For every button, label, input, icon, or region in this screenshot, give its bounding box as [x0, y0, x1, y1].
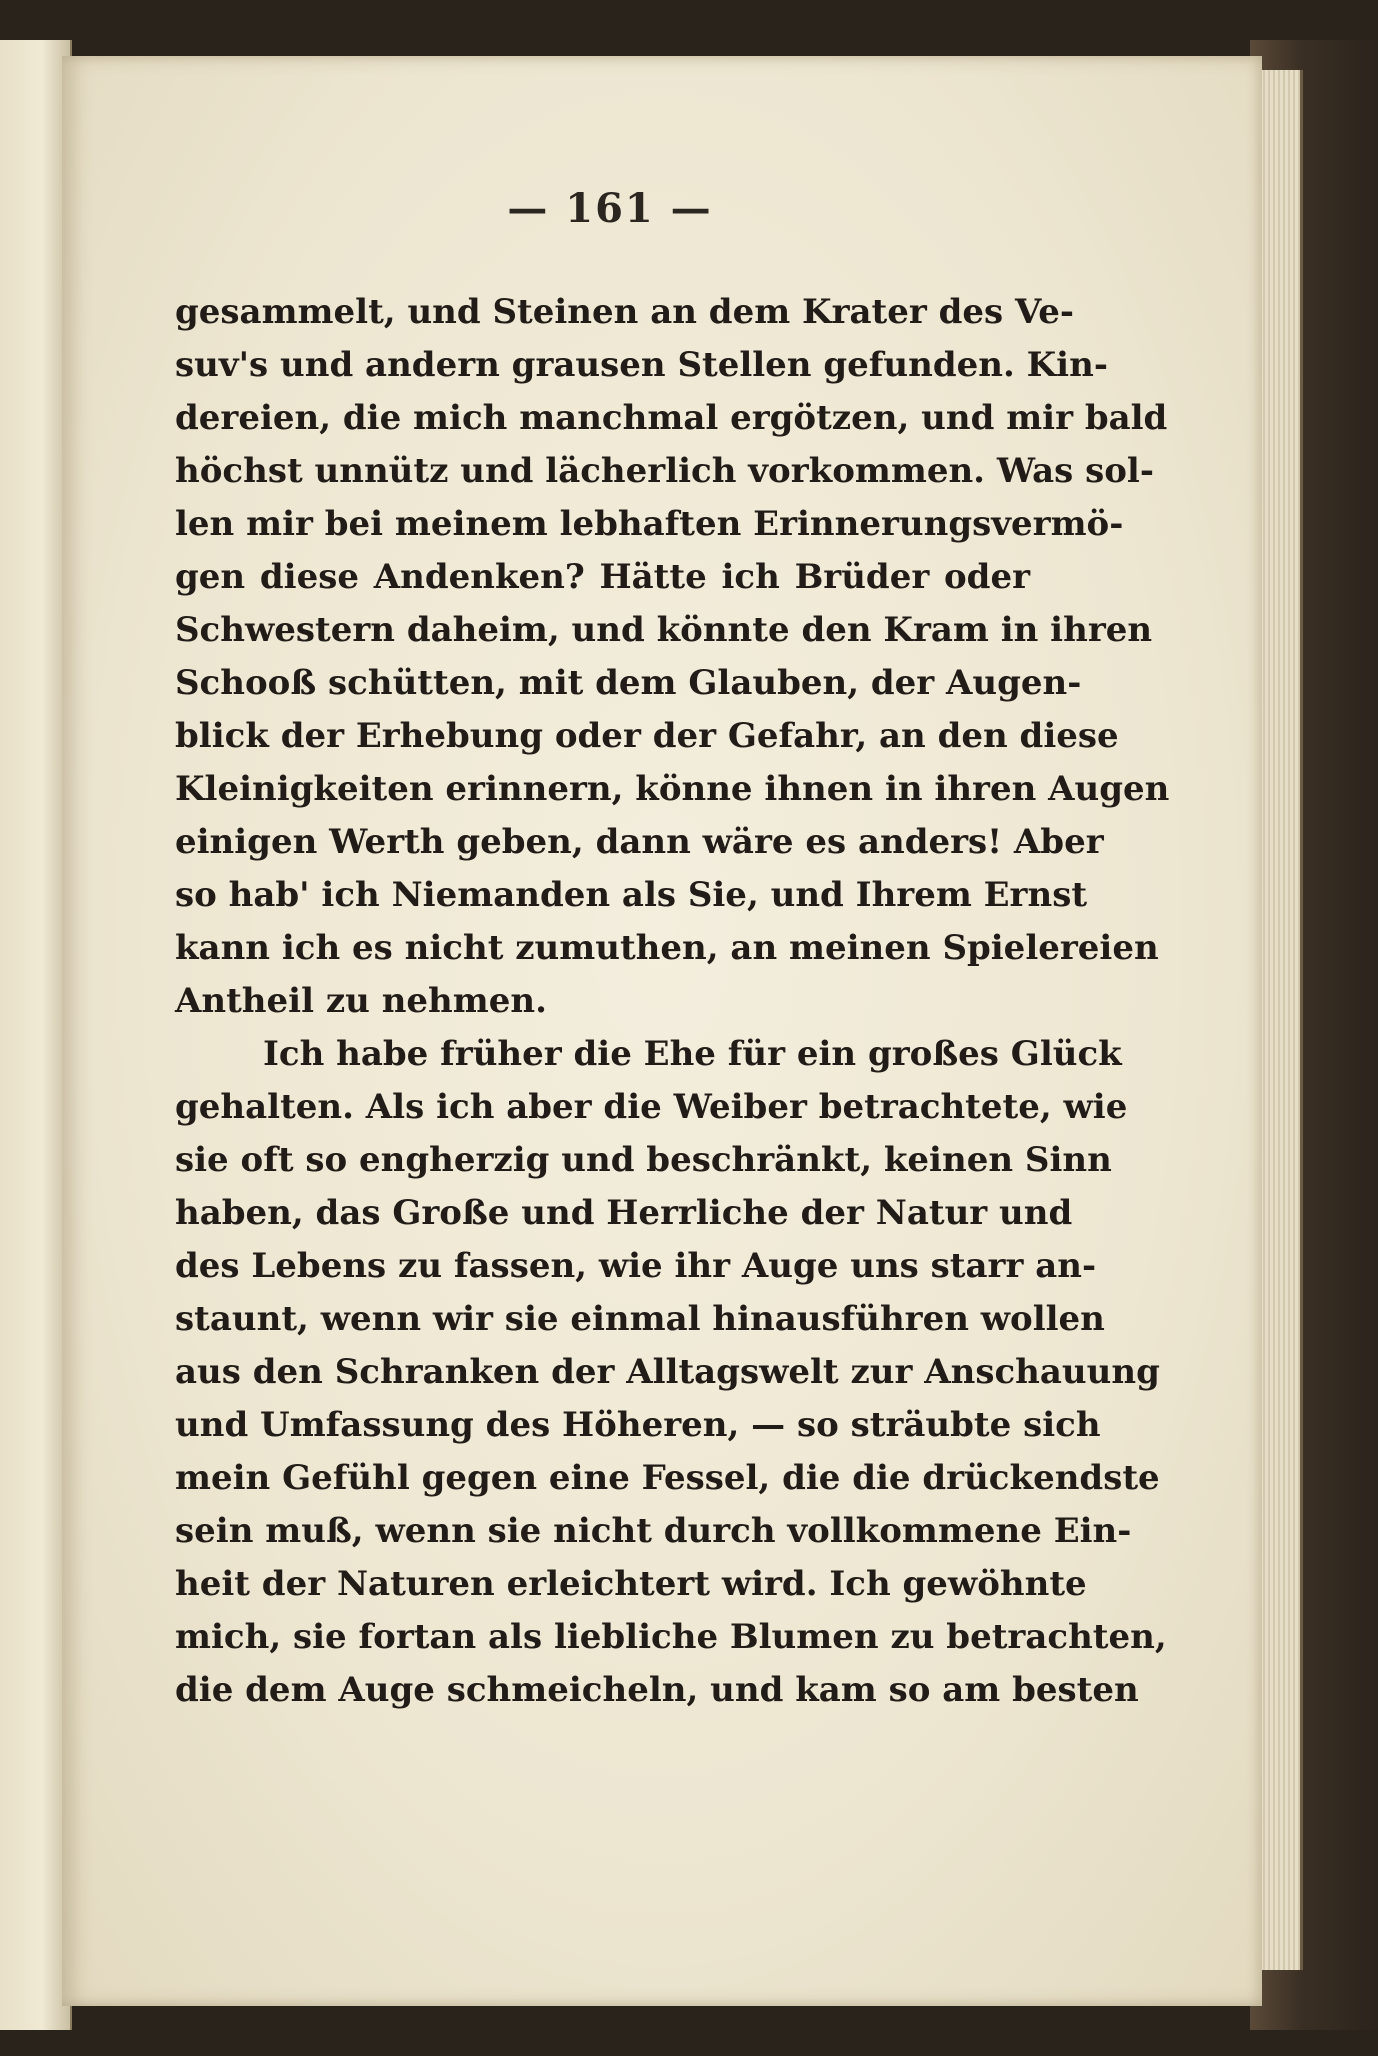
- text-line: Kleinigkeiten erinnern, könne ihnen in ihren Augen: [175, 769, 1170, 809]
- text-line: sein muß, wenn sie nicht durch vollkommene Ein-: [175, 1511, 1132, 1551]
- text-line: Schwestern daheim, und könnte den Kram in ihren: [175, 610, 1153, 650]
- page-number: — 161 —: [507, 185, 713, 232]
- text-line: so hab' ich Niemanden als Sie, und Ihrem Ernst: [175, 875, 1088, 915]
- text-line: sie oft so engherzig und beschränkt, keinen Sinn: [175, 1140, 1112, 1180]
- text-line: Ich habe früher die Ehe für ein großes Glück: [263, 1034, 1122, 1074]
- text-line: suv's und andern grausen Stellen gefunden. Kin-: [175, 345, 1108, 385]
- text-line: heit der Naturen erleichtert wird. Ich gewöhnte: [175, 1564, 1087, 1604]
- text-line: gen diese Andenken? Hätte ich Brüder oder: [175, 557, 1030, 597]
- paragraph-1: [175, 286, 1170, 1028]
- body-text: [175, 286, 1170, 1717]
- text-line: kann ich es nicht zumuthen, an meinen Spielereien: [175, 928, 1159, 968]
- text-line: gesammelt, und Steinen an dem Krater des Ve-: [175, 292, 1074, 332]
- text-line: staunt, wenn wir sie einmal hinausführen wollen: [175, 1299, 1105, 1339]
- text-line: höchst unnütz und lächerlich vorkommen. Was sol-: [175, 451, 1154, 491]
- text-line: und Umfassung des Höheren, — so sträubte sich: [175, 1405, 1101, 1445]
- text-line: gehalten. Als ich aber die Weiber betrachtete, wie: [175, 1087, 1128, 1127]
- text-line: des Lebens zu fassen, wie ihr Auge uns starr an-: [175, 1246, 1097, 1286]
- text-line: Antheil zu nehmen.: [175, 981, 547, 1021]
- paragraph-2: [175, 1028, 1167, 1717]
- text-line: mich, sie fortan als liebliche Blumen zu betrachten,: [175, 1617, 1167, 1657]
- text-line: len mir bei meinem lebhaften Erinnerungsvermö-: [175, 504, 1124, 544]
- text-line: dereien, die mich manchmal ergötzen, und mir bald: [175, 398, 1168, 438]
- text-line: aus den Schranken der Alltagswelt zur Anschauung: [175, 1352, 1160, 1392]
- text-line: Schooß schütten, mit dem Glauben, der Augen-: [175, 663, 1082, 703]
- text-line: die dem Auge schmeicheln, und kam so am besten: [175, 1670, 1139, 1710]
- text-line: einigen Werth geben, dann wäre es anders! Aber: [175, 822, 1104, 862]
- page-stack-edge: [1255, 70, 1303, 1970]
- text-line: haben, das Große und Herrliche der Natur und: [175, 1193, 1073, 1233]
- text-line: mein Gefühl gegen eine Fessel, die die drückendste: [175, 1458, 1160, 1498]
- text-line: blick der Erhebung oder der Gefahr, an den diese: [175, 716, 1119, 756]
